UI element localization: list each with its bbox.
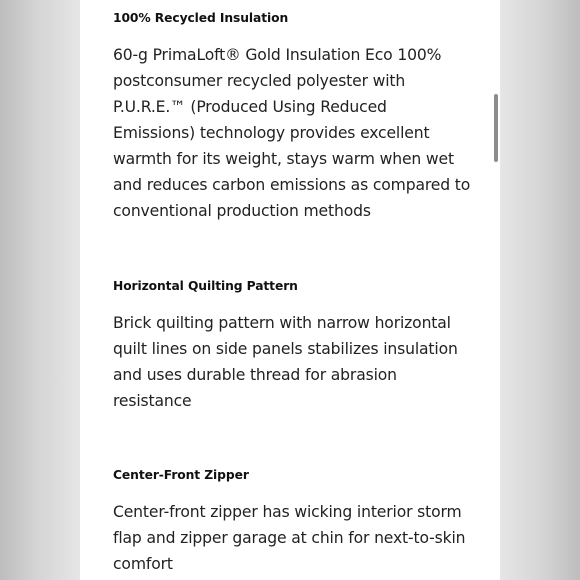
left-backdrop bbox=[0, 0, 80, 580]
feature-description: 60-g PrimaLoft® Gold Insulation Eco 100% postconsumer recycled polyester with P.U.R.E.™ (Produced Using Reduced Emissions) technology provides excellent warmth for its weight, stays warm when wet and reduces carbon emissions as compared to conventional production methods bbox=[113, 46, 471, 220]
feature-heading: Horizontal Quilting Pattern bbox=[113, 279, 298, 293]
feature-description: Brick quilting pattern with narrow horizontal quilt lines on side panels stabilizes insulation and uses durable thread for abrasion resistance bbox=[113, 314, 458, 410]
feature-section-center-front-zipper bbox=[113, 468, 473, 577]
feature-heading: 100% Recycled Insulation bbox=[113, 11, 289, 25]
feature-section-quilting-pattern bbox=[113, 279, 473, 414]
feature-section-recycled-insulation bbox=[113, 11, 473, 224]
product-details-panel[interactable] bbox=[80, 0, 500, 580]
feature-heading: Center-Front Zipper bbox=[113, 468, 249, 482]
feature-description: Center-front zipper has wicking interior storm flap and zipper garage at chin for next-to-skin comfort bbox=[113, 503, 466, 573]
right-backdrop bbox=[500, 0, 580, 580]
scrollbar-thumb[interactable] bbox=[494, 94, 498, 162]
